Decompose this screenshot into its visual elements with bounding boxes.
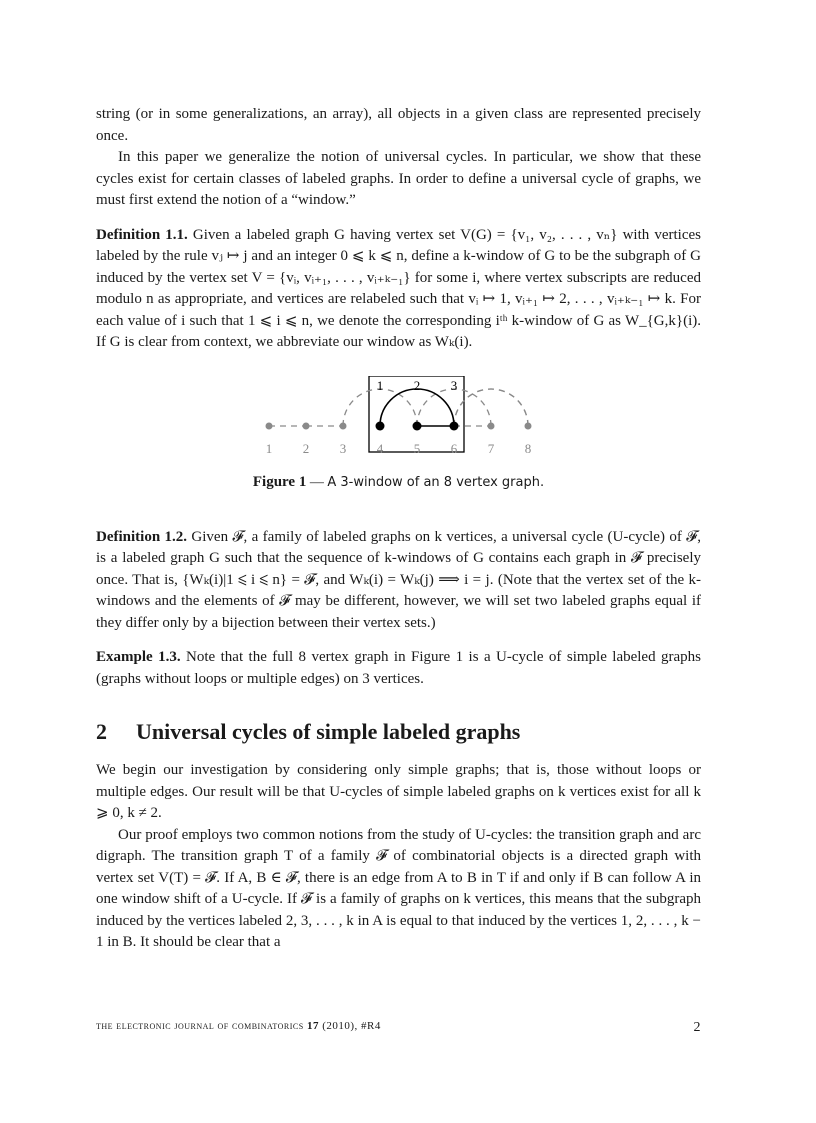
vertex-5 bbox=[413, 421, 422, 430]
example-1-3 bbox=[96, 647, 701, 690]
vertex-label-3: 3 bbox=[339, 440, 347, 456]
vertex-label-7: 7 bbox=[487, 440, 495, 456]
figure-caption-sep: — bbox=[309, 474, 324, 490]
vertex-label-5: 5 bbox=[413, 440, 421, 456]
window-label-2: 2 bbox=[413, 377, 421, 393]
figure-1 bbox=[96, 376, 701, 493]
figure-caption-label: Figure 1 bbox=[252, 473, 307, 490]
vertex-label-8: 8 bbox=[524, 440, 532, 456]
definition-1-1-label: Definition 1.1. bbox=[96, 226, 188, 243]
paragraph-simple-graphs: We begin our investigation by considering only simple graphs; that is, those without loops or multiple edges. Our result will be that U-cycles of simple labeled graphs on k vertices exist for all k ⩾ 0, k ≠ 2. bbox=[96, 762, 701, 821]
vertex-6 bbox=[450, 421, 459, 430]
page-footer bbox=[96, 1020, 701, 1035]
definition-1-1-text: Given a labeled graph G having vertex set V(G) = {v₁, v₂, . . . , vₙ} with vertices labeled by the rule vⱼ ↦ j and an integer 0 ⩽ k ⩽ n, define a k-window of G to be the subgraph of G induced by the vertex set V = {vᵢ, vᵢ₊₁, . . . , vᵢ₊ₖ₋₁} for some i, where vertex subscripts are reduced modulo n as appropriate, and vertices are relabeled such that vᵢ ↦ 1, vᵢ₊₁ ↦ 2, . . . , vᵢ₊ₖ₋₁ ↦ k. For each value of i such that 1 ⩽ i ⩽ n, we denote the corresponding iᵗʰ k-window of G as W_{G,k}(i). If G is clear from context, we abbreviate our window as Wₖ(i). bbox=[96, 226, 702, 350]
vertex-3 bbox=[340, 422, 347, 429]
vertex-8 bbox=[525, 422, 532, 429]
vertex-label-1: 1 bbox=[265, 440, 273, 456]
definition-1-2 bbox=[96, 527, 701, 635]
section-heading bbox=[96, 718, 701, 746]
vertex-7 bbox=[488, 422, 495, 429]
paragraph-intro: string (or in some generalizations, an array), all objects in a given class are represented precisely once. bbox=[96, 106, 701, 144]
page-body bbox=[96, 104, 701, 954]
section-title: Universal cycles of simple labeled graphs bbox=[136, 719, 521, 744]
example-1-3-text: Note that the full 8 vertex graph in Figure 1 is a U-cycle of simple labeled graphs (graphs without loops or multiple edges) on 3 vertices. bbox=[96, 649, 701, 687]
vertex-2 bbox=[303, 422, 310, 429]
example-1-3-label: Example 1.3. bbox=[96, 649, 181, 665]
vertex-label-4: 4 bbox=[376, 440, 384, 456]
footer-volume: 17 bbox=[306, 1020, 319, 1032]
footer-journal: the electronic journal of combinatorics bbox=[96, 1020, 304, 1032]
definition-1-2-text: Given 𝓕, a family of labeled graphs on k vertices, a universal cycle (U-cycle) of 𝓕, is a labeled graph G such that the sequence of k-windows of G contains each graph in 𝓕 precisely once. That is, {Wₖ(i)|1 ⩽ i ⩽ n} = 𝓕, and Wₖ(i) = Wₖ(j) ⟹ i = j. (Note that the vertex set of the k-windows and the elements of 𝓕 may be different, however, we will set two labeled graphs equal if they differ only by a bijection between their vertex sets.) bbox=[96, 528, 702, 631]
footer-year-issue: (2010), #R4 bbox=[322, 1020, 381, 1032]
vertex-label-6: 6 bbox=[450, 440, 458, 456]
definition-1-1 bbox=[96, 225, 701, 354]
vertex-1 bbox=[266, 422, 273, 429]
figure-caption-text: A 3-window of an 8 vertex graph. bbox=[327, 474, 545, 490]
paragraph-transition-graph: Our proof employs two common notions from the study of U-cycles: the transition graph and arc digraph. The transition graph T of a family 𝓕 of combinatorial objects is a directed graph with vertex set V(T) = 𝓕. If A, B ∈ 𝓕, there is an edge from A to B in T if and only if B can follow A in one window shift of a U-cycle. If 𝓕 is a family of graphs on k vertices, this means that the subgraph induced by the vertices labeled 2, 3, . . . , k in A is equal to that induced by the vertices 1, 2, . . . , k − 1 in B. It should be clear that a bbox=[96, 826, 701, 950]
figure-caption bbox=[96, 472, 701, 493]
vertex-4 bbox=[376, 421, 385, 430]
section-number: 2 bbox=[96, 719, 107, 744]
definition-1-2-label: Definition 1.2. bbox=[96, 528, 188, 545]
window-label-3: 3 bbox=[450, 377, 458, 393]
paragraph-generalize: In this paper we generalize the notion of universal cycles. In particular, we show that these cycles exist for certain classes of labeled graphs. In order to define a universal cycle of graphs, we must first extend the notion of a “window.” bbox=[96, 149, 701, 208]
page-number: 2 bbox=[693, 1020, 701, 1035]
window-label-1: 1 bbox=[376, 377, 384, 393]
vertex-label-2: 2 bbox=[302, 440, 310, 456]
